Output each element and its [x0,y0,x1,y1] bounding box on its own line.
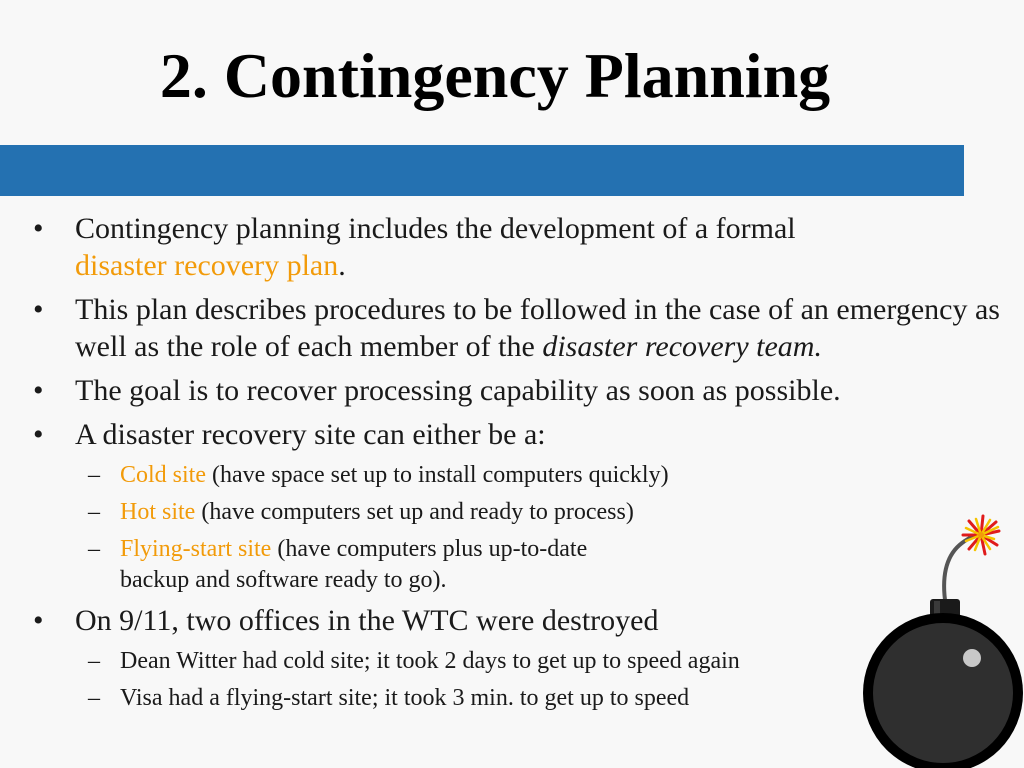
title-accent-bar [0,145,964,196]
bullet-text: The goal is to recover processing capability as soon as possible. [75,374,841,407]
highlight-term: Hot site [120,499,196,525]
highlight-term: Cold site [120,462,207,488]
sub-bullet-text-cont: backup and software ready to go). [120,567,447,593]
dash-marker: – [88,499,100,525]
bullet-item [0,291,1000,365]
bomb-icon [850,505,1024,768]
bullet-marker: • [33,604,44,637]
sub-bullet-text: (have space set up to install computers quickly) [206,462,669,488]
bullet-marker: • [33,212,44,245]
bullet-marker: • [33,374,44,407]
sub-bullet-text: (have computers plus up-to-date [271,536,588,562]
dash-marker: – [88,685,100,711]
bullet-text: On 9/11, two offices in the WTC were destroyed [75,604,659,637]
slide-title: 2. Contingency Planning [159,40,831,111]
bullet-item [0,210,1000,284]
dash-marker: – [88,462,100,488]
bullet-item [0,372,1000,409]
bullet-marker: • [33,418,44,451]
bullet-text: Contingency planning includes the development of a formal [75,212,796,245]
bullet-text: A disaster recovery site can either be a: [75,418,546,451]
highlight-term: disaster recovery plan [75,249,339,282]
dash-marker: – [88,648,100,674]
dash-marker: – [88,536,100,562]
emphasis-term: disaster recovery team. [542,330,822,363]
sub-bullet-item [0,460,1000,491]
bullet-text: This plan describes procedures to be followed in the case of an emergency as well as the role of each member of the [75,293,1000,363]
sub-bullet-text: Visa had a flying-start site; it took 3 min. to get up to speed [120,685,690,711]
bullet-item [0,416,1000,453]
bullet-text-end: . [338,249,346,282]
sub-bullet-text: Dean Witter had cold site; it took 2 days to get up to speed again [120,648,740,674]
sub-bullet-text: (have computers set up and ready to process) [195,499,634,525]
bullet-marker: • [33,293,44,326]
highlight-term: Flying-start site [120,536,272,562]
